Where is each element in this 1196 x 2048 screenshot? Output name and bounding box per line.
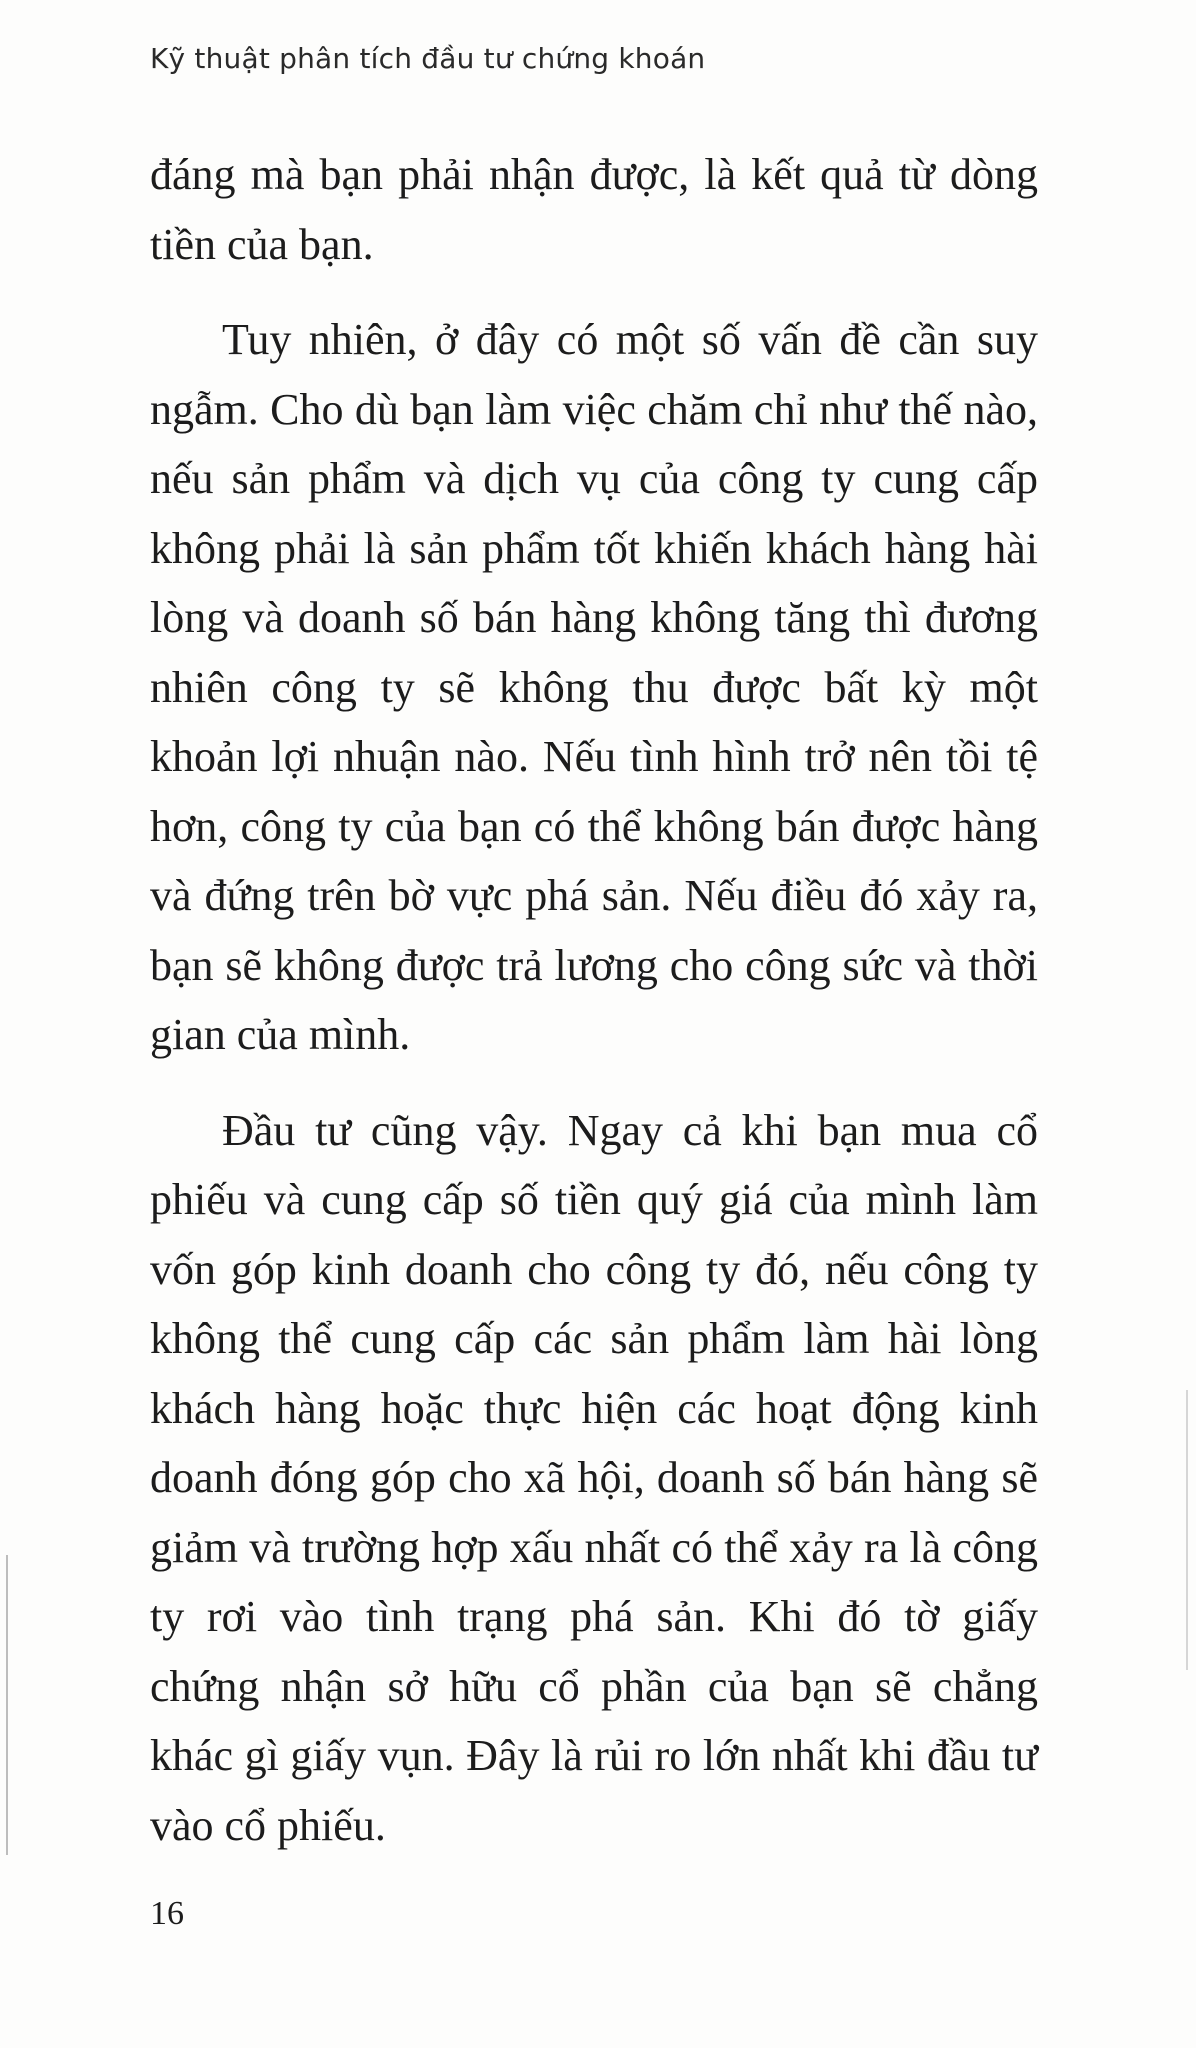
paragraph-continuation: đáng mà bạn phải nhận được, là kết quả từ dòng tiền của bạn.: [150, 150, 1038, 269]
paragraph-work-analogy: Tuy nhiên, ở đây có một số vấn đề cần suy ngẫm. Cho dù bạn làm việc chăm chỉ như thế nào, nếu sản phẩm và dịch vụ của công ty cung cấp không phải là sản phẩm tốt khiến khách hàng hài lòng và doanh số bán hàng không tăng thì đương nhiên công ty sẽ không thu được bất kỳ một khoản lợi nhuận nào. Nếu tình hình trở nên tồi tệ hơn, công ty của bạn có thể không bán được hàng và đứng trên bờ vực phá sản. Nếu điều đó xảy ra, bạn sẽ không được trả lương cho công sức và thời gian của mình.: [150, 315, 1038, 1059]
body-text: [150, 140, 1038, 1860]
running-header: Kỹ thuật phân tích đầu tư chứng khoán: [150, 42, 706, 75]
scan-margin-line: [6, 1555, 8, 1855]
paragraph-investment-risk: Đầu tư cũng vậy. Ngay cả khi bạn mua cổ phiếu và cung cấp số tiền quý giá của mình làm vốn góp kinh doanh cho công ty đó, nếu công ty không thể cung cấp các sản phẩm làm hài lòng khách hàng hoặc thực hiện các hoạt động kinh doanh đóng góp cho xã hội, doanh số bán hàng sẽ giảm và trường hợp xấu nhất có thể xảy ra là công ty rơi vào tình trạng phá sản. Khi đó tờ giấy chứng nhận sở hữu cổ phần của bạn sẽ chẳng khác gì giấy vụn. Đây là rủi ro lớn nhất khi đầu tư vào cổ phiếu.: [150, 1105, 1038, 1850]
page-number: 16: [150, 1895, 184, 1932]
scan-edge-mark: [1186, 1390, 1188, 1670]
